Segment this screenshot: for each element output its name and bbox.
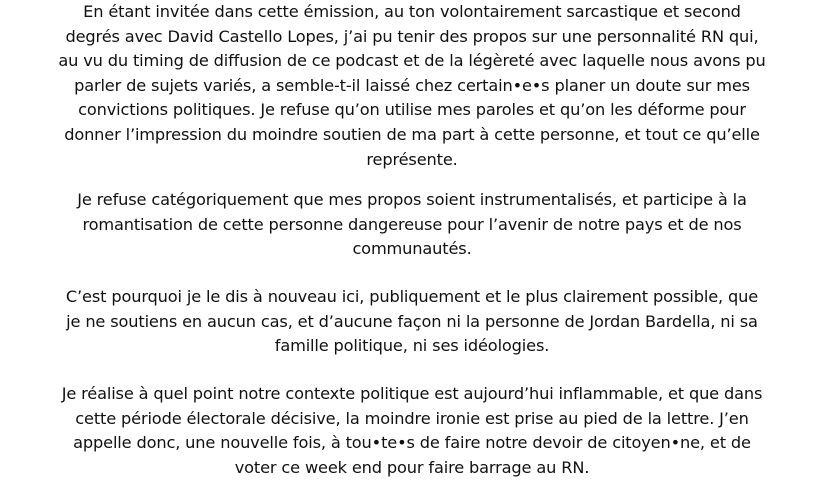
text-line: Je réalise à quel point notre contexte politique est aujourd’hui inflammable, et que dans: [61, 384, 763, 403]
text-line: C’est pourquoi je le dis à nouveau ici, publiquement et le plus clairement possible, que: [65, 287, 759, 306]
paragraph-call-to-vote: [0, 382, 824, 480]
text-line: communautés.: [352, 239, 472, 259]
text-line: convictions politiques. Je refuse qu’on utilise mes paroles et qu’on les déforme pour: [78, 100, 746, 120]
text-line: degrés avec David Castello Lopes, j’ai pu tenir des propos sur une personnalité RN qui,: [65, 26, 759, 46]
text-line: voter ce week end pour faire barrage au RN.: [234, 457, 590, 477]
text-line: parler de sujets variés, a semble-t-il laissé chez certain•e•s planer un doute sur mes: [74, 75, 750, 95]
text-line: Je refuse catégoriquement que mes propos soient instrumentalisés, et participe à la: [77, 190, 747, 209]
text-line: donner l’impression du moindre soutien de ma part à cette personne, et tout ce qu’elle: [64, 124, 760, 144]
paragraph-invitation-context: [0, 0, 824, 172]
text-line: famille politique, ni ses idéologies.: [274, 336, 550, 356]
text-line: je ne soutiens en aucun cas, et d’aucune façon ni la personne de Jordan Bardella, ni sa: [66, 311, 758, 331]
paragraph-refusal: [0, 188, 824, 262]
text-line: cette période électorale décisive, la moindre ironie est prise au pied de la lettre. J’en: [75, 408, 749, 428]
text-line: appelle donc, une nouvelle fois, à tou•te•s de faire notre devoir de citoyen•ne, et de: [73, 433, 751, 453]
text-line: représente.: [366, 149, 458, 169]
text-line: En étant invitée dans cette émission, au ton volontairement sarcastique et second: [83, 2, 741, 21]
text-line: romantisation de cette personne dangereuse pour l’avenir de notre pays et de nos: [82, 214, 742, 234]
paragraph-clarification: [0, 285, 824, 359]
text-line: au vu du timing de diffusion de ce podcast et de la légèreté avec laquelle nous avons pu: [58, 51, 766, 71]
